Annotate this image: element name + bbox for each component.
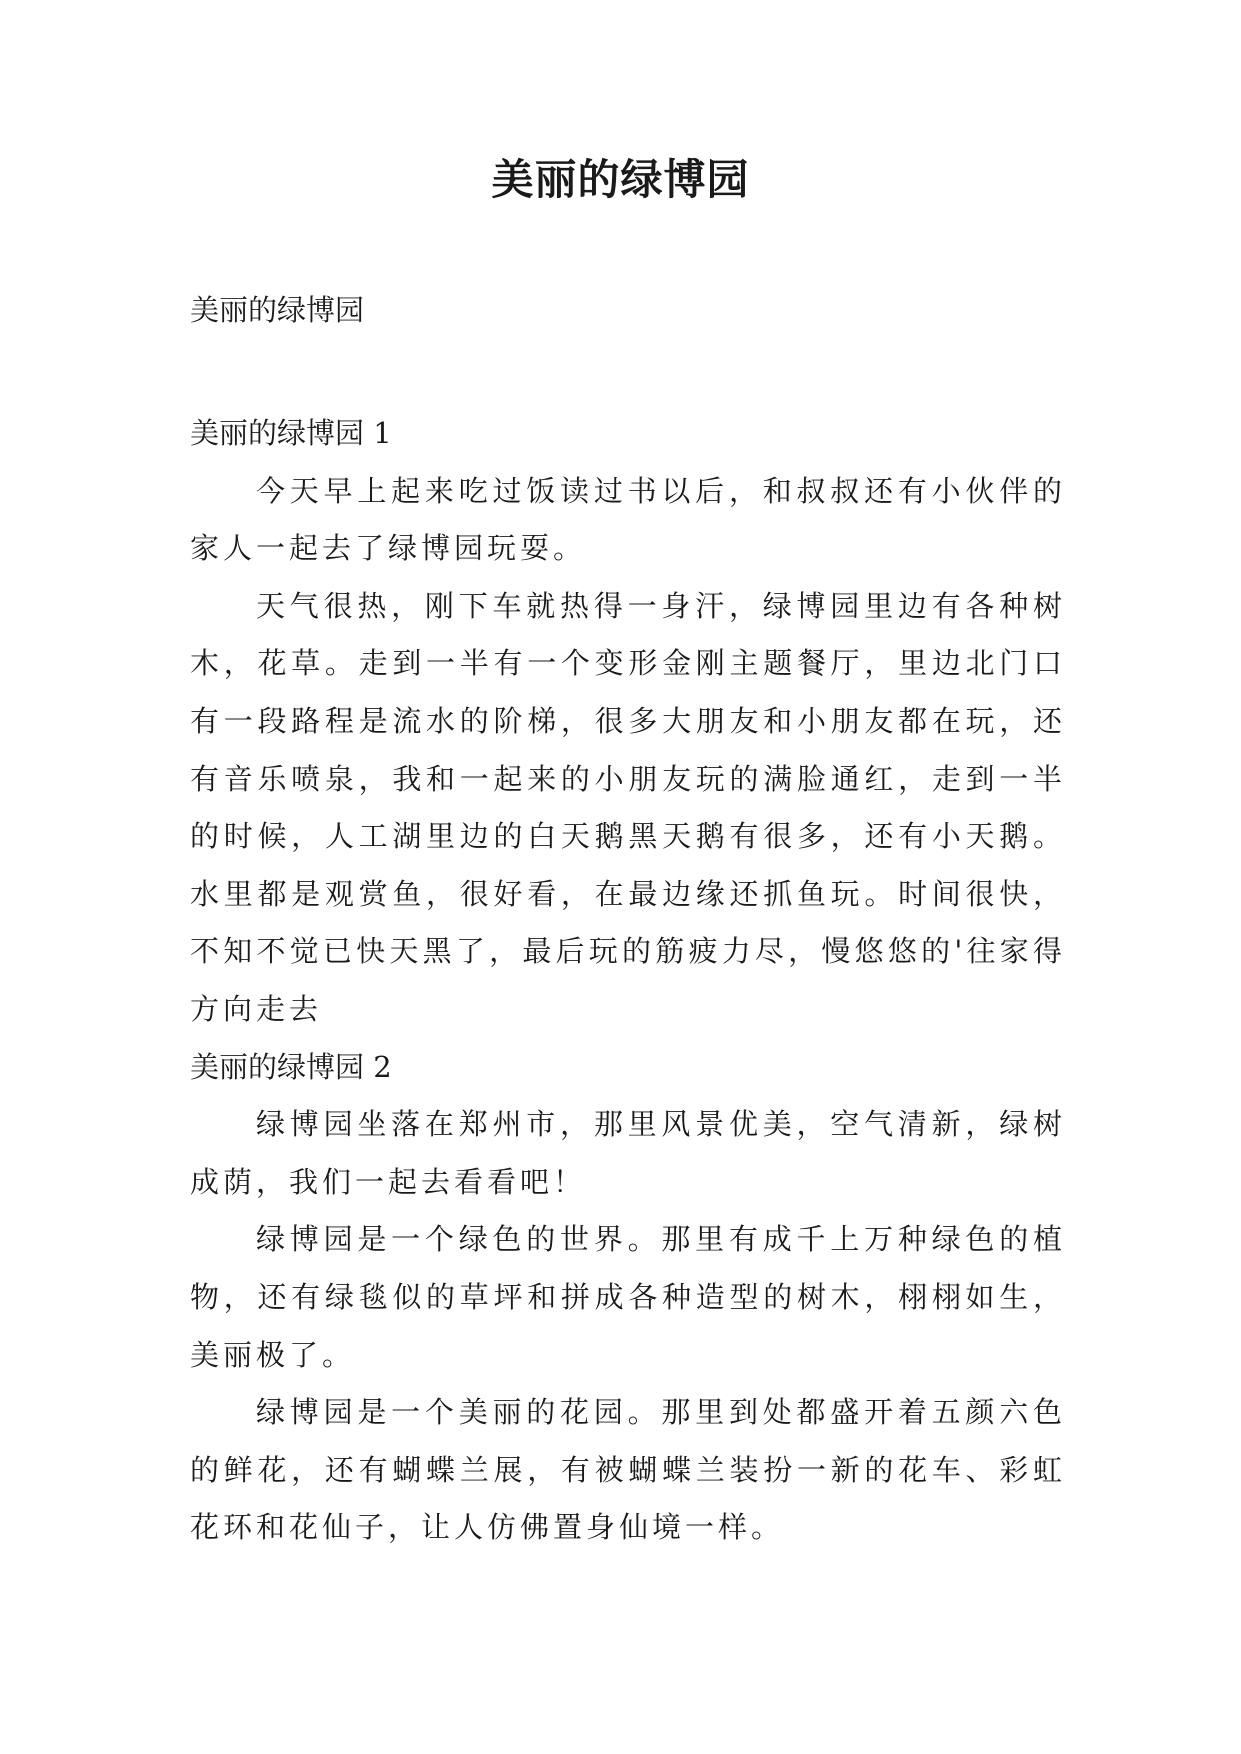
paragraph: 绿博园是一个美丽的花园。那里到处都盛开着五颜六色的鲜花，还有蝴蝶兰展，有被蝴蝶兰装扮一新的花车、彩虹花环和花仙子，让人仿佛置身仙境一样。: [190, 1395, 1066, 1545]
document-body: [190, 405, 1066, 1557]
paragraph: 今天早上起来吃过饭读过书以后，和叔叔还有小伙伴的家人一起去了绿博园玩耍。: [190, 473, 1066, 566]
paragraph: 绿博园是一个绿色的世界。那里有成千上万种绿色的植物，还有绿毯似的草坪和拼成各种造型的树木，栩栩如生，美丽极了。: [190, 1222, 1066, 1372]
section-heading: 美丽的绿博园 1: [190, 416, 392, 450]
paragraph: 天气很热，刚下车就热得一身汗，绿博园里边有各种树木，花草。走到一半有一个变形金刚主题餐厅，里边北门口有一段路程是流水的阶梯，很多大朋友和小朋友都在玩，还有音乐喷泉，我和一起来的小朋友玩的满脸通红，走到一半的时候，人工湖里边的白天鹅黑天鹅有很多，还有小天鹅。水里都是观赏鱼，很好看，在最边缘还抓鱼玩。时间很快，不知不觉已快天黑了，最后玩的筋疲力尽，慢悠悠的'往家得方向走去: [190, 588, 1066, 1026]
section-heading: 美丽的绿博园 2: [190, 1049, 392, 1084]
paragraph: 绿博园坐落在郑州市，那里风景优美，空气清新，绿树成荫，我们一起去看看吧！: [190, 1107, 1066, 1199]
document-title: 美丽的绿博园: [491, 155, 750, 204]
document-subtitle: 美丽的绿博园: [190, 293, 365, 327]
